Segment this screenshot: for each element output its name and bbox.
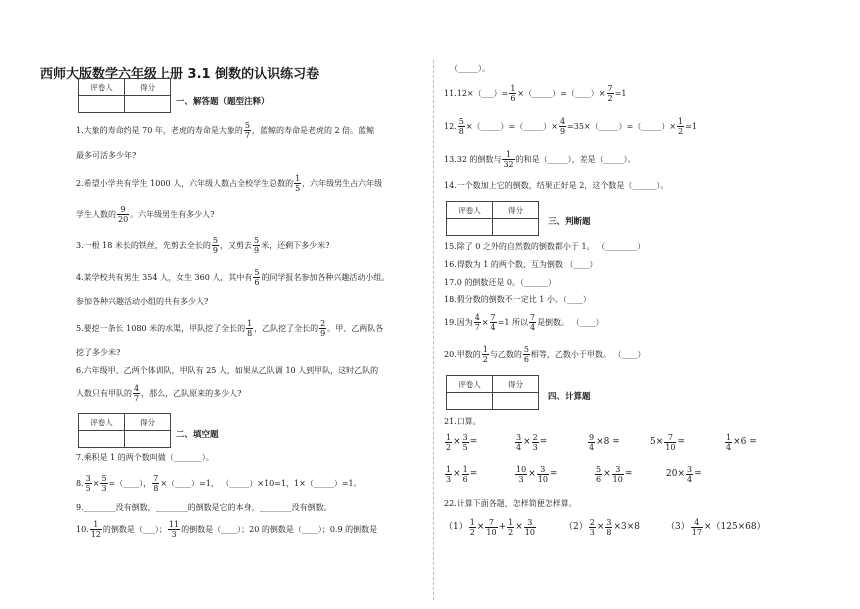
- score-label: 得分: [493, 376, 539, 393]
- numerator: 9: [117, 205, 129, 215]
- numerator: 11: [168, 520, 180, 529]
- numerator: 1: [678, 117, 684, 126]
- numerator: 5: [458, 117, 464, 126]
- calc-1-2: [514, 433, 547, 452]
- times-sign: ×: [92, 479, 100, 488]
- fraction: [537, 465, 549, 484]
- score-table-3: [446, 201, 539, 236]
- fraction: [559, 117, 566, 136]
- q10-text-a: 10.: [76, 525, 89, 534]
- fraction: [133, 384, 140, 403]
- q13-text-a: 13.32 的倒数与: [444, 155, 502, 164]
- denominator: 7: [474, 323, 480, 332]
- numerator: 3: [537, 465, 549, 475]
- fraction: [212, 236, 219, 255]
- q4-text-b: 的同学报名参加各种兴趣活动小组。: [261, 273, 390, 282]
- denominator: 8: [606, 528, 612, 537]
- numerator: 1: [482, 345, 488, 354]
- calc-22-1: [444, 518, 537, 537]
- fraction: [90, 520, 102, 539]
- numerator: 1: [502, 150, 514, 160]
- equals-sign: =: [694, 469, 702, 479]
- denominator: 17: [691, 528, 702, 537]
- numerator: 7: [607, 84, 613, 93]
- reviewer-cell[interactable]: [79, 96, 125, 113]
- fraction: [445, 433, 452, 452]
- q20-text-b: 与乙数的: [489, 350, 522, 359]
- numerator: 7: [153, 474, 159, 483]
- times-sign: ×: [453, 437, 461, 447]
- numerator: 1: [462, 465, 468, 474]
- numerator: 5: [212, 236, 218, 245]
- times-6: ×6 =: [733, 437, 757, 447]
- numerator: 7: [664, 433, 676, 443]
- question-1-line-1: [76, 121, 374, 140]
- numerator: 1: [295, 174, 301, 183]
- question-17: 17.0 的倒数还是 0。（______）: [444, 278, 556, 287]
- question-14: 14.一个数加上它的倒数，结果正好是 2，这个数是（______）。: [444, 181, 669, 190]
- question-9: 9.________没有倒数，________的倒数是它的本身，________没有倒数。: [76, 503, 332, 512]
- denominator: 4: [687, 475, 693, 484]
- denominator: 3: [532, 443, 538, 452]
- numerator: 2: [532, 433, 538, 442]
- q6-text-b: 人数只有甲队的: [76, 389, 132, 398]
- numerator: 1: [508, 518, 514, 527]
- numerator: 2: [320, 319, 326, 328]
- denominator: 3: [446, 475, 452, 484]
- denominator: 6: [510, 94, 516, 103]
- q8-text-c: ×（____）=1， （_____）×10=1，1×（_____）=1。: [160, 479, 362, 488]
- fraction: [253, 236, 260, 255]
- fraction: [725, 433, 732, 452]
- score-cell[interactable]: [125, 96, 171, 113]
- fraction: [502, 150, 514, 169]
- numerator: 10: [516, 465, 527, 474]
- denominator: 10: [612, 475, 623, 484]
- question-22: 22.计算下面各题，怎样简便怎样算。: [444, 499, 577, 508]
- q2-text-c: 学生人数的: [76, 210, 116, 219]
- numerator: 1: [726, 433, 732, 442]
- numerator: 5: [244, 121, 250, 130]
- q13-text-b: 的和是（_____），差是（_____）。: [515, 155, 636, 164]
- numerator: 1: [469, 518, 475, 527]
- section-heading-4: 四、计算题: [548, 392, 591, 402]
- calc-22-3: [666, 518, 766, 537]
- fraction: [595, 465, 602, 484]
- denominator: 4: [490, 323, 496, 332]
- numerator: 3: [606, 518, 612, 527]
- fraction: [474, 313, 481, 332]
- question-11: [444, 84, 626, 103]
- denominator: 20: [118, 215, 129, 224]
- score-cell[interactable]: [125, 431, 171, 448]
- numerator: 3: [85, 474, 91, 483]
- question-2-line-1: [76, 174, 382, 193]
- times-sign: ×: [476, 522, 485, 532]
- q4-text-a: 4.某学校共有男生 354 人，女生 360 人，其中有: [76, 273, 253, 282]
- calc-1-5: [724, 433, 757, 452]
- denominator: 2: [508, 528, 514, 537]
- denominator: 6: [462, 475, 468, 484]
- numerator: 1: [446, 465, 452, 474]
- equals-sign: =: [624, 469, 633, 479]
- fraction: [605, 518, 612, 537]
- q3-text-b: ，又剪去: [220, 241, 252, 250]
- question-7: 7.乘积是 1 的两个数叫做（_______）。: [76, 453, 214, 462]
- fraction: [612, 465, 624, 484]
- score-cell[interactable]: [493, 219, 539, 236]
- numerator: 4: [691, 518, 703, 528]
- question-20: [444, 345, 645, 364]
- calc-2-4: [666, 465, 702, 484]
- fraction: [458, 117, 465, 136]
- question-16: 16.得数为 1 的两个数，互为倒数 （____）: [444, 260, 598, 269]
- numerator: 4: [474, 313, 480, 322]
- fraction: [482, 345, 489, 364]
- denominator: 12: [90, 530, 101, 539]
- equals-sign: =: [469, 469, 478, 479]
- calc-2-2: [514, 465, 557, 484]
- q20-text-a: 20.甲数的: [444, 350, 481, 359]
- denominator: 4: [589, 443, 595, 452]
- denominator: 2: [446, 443, 452, 452]
- q5-text-c: 。甲、乙两队各: [327, 324, 384, 333]
- fraction: [524, 518, 536, 537]
- page-title: 西师大版数学六年级上册 3.1 倒数的认识练习卷: [40, 67, 320, 82]
- fraction: [515, 465, 527, 484]
- part-label: （2）: [564, 522, 588, 532]
- question-5-line-1: [76, 319, 383, 338]
- denominator: 7: [134, 394, 140, 403]
- denominator: 3: [171, 530, 177, 539]
- denominator: 10: [537, 475, 548, 484]
- fraction: [152, 474, 159, 493]
- q12-text-d: =1: [685, 122, 697, 131]
- denominator: 6: [596, 475, 602, 484]
- numerator: 4: [134, 384, 140, 393]
- calc-2-1: [444, 465, 477, 484]
- calc-22-2: [564, 518, 640, 537]
- fraction: [588, 433, 595, 452]
- question-12: [444, 117, 697, 136]
- times-sign: ×: [603, 469, 611, 479]
- fraction: [244, 121, 251, 140]
- q2-text-d: 。六年级男生有多少人?: [130, 210, 215, 219]
- numerator: 3: [516, 433, 522, 442]
- score-label: 得分: [125, 414, 171, 431]
- question-6-line-1: 6.六年级甲、乙两个体训队，甲队有 25 人，如果从乙队调 10 人到甲队，这时乙队的: [76, 366, 379, 375]
- question-13: [444, 150, 636, 169]
- question-3: [76, 236, 329, 255]
- twenty-times: 20×: [666, 469, 685, 479]
- fraction: [529, 313, 536, 332]
- times-3-times-8: ×3×8: [613, 522, 641, 532]
- section-heading-1: 一、解答题（题型注释）: [176, 97, 270, 107]
- numerator: 5: [523, 345, 529, 354]
- denominator: 5: [462, 443, 468, 452]
- fraction: [691, 518, 703, 537]
- section-heading-2: 二、填空题: [176, 430, 219, 440]
- reviewer-cell[interactable]: [79, 431, 125, 448]
- fraction: [485, 518, 497, 537]
- denominator: 4: [529, 323, 536, 332]
- fraction: [168, 520, 180, 539]
- q11-text-c: =1: [614, 89, 627, 98]
- denominator: 32: [503, 160, 514, 169]
- q20-text-c: 相等，乙数小于甲数。 （____）: [530, 350, 646, 359]
- question-21: 21.口算。: [444, 417, 481, 426]
- denominator: 9: [254, 246, 260, 255]
- numerator: 1: [247, 319, 253, 328]
- q2-text-b: ，六年级男生占六年级: [302, 179, 383, 188]
- part-label: （1）: [444, 522, 468, 532]
- q12-text-a: 12.: [444, 122, 457, 131]
- times-sign: ×: [528, 469, 536, 479]
- denominator: 2: [678, 127, 684, 136]
- score-table-1: [78, 78, 171, 113]
- numerator: 1: [510, 84, 516, 93]
- calc-1-3: [587, 433, 620, 452]
- question-4-line-2: 参加各种兴趣活动小组的共有多少人?: [76, 297, 209, 306]
- reviewer-label: 评卷人: [447, 202, 493, 219]
- question-15: 15.除了 0 之外的自然数的倒数都小于 1。 （________）: [444, 242, 646, 251]
- plus-sign: +: [498, 522, 507, 532]
- numerator: 5: [101, 474, 107, 483]
- denominator: 5: [85, 484, 91, 493]
- denominator: 10: [524, 528, 535, 537]
- q19-text-a: 19.因为: [444, 318, 473, 327]
- equals-sign: =: [677, 437, 686, 447]
- numerator: 3: [462, 433, 468, 442]
- denominator: 2: [469, 528, 475, 537]
- numerator: 2: [589, 518, 595, 527]
- fraction: [462, 433, 469, 452]
- fraction: [85, 474, 92, 493]
- fraction: [319, 319, 326, 338]
- reviewer-label: 评卷人: [79, 79, 125, 96]
- fraction: [686, 465, 693, 484]
- question-18: 18.假分数的倒数不一定比 1 小。（____）: [444, 295, 591, 304]
- fraction: [509, 84, 516, 103]
- fraction: [515, 433, 522, 452]
- fraction: [490, 313, 497, 332]
- times-sign: ×: [515, 522, 523, 532]
- left-column: [72, 0, 424, 609]
- fraction: [589, 518, 596, 537]
- question-4-line-1: [76, 268, 389, 287]
- numerator: 5: [596, 465, 602, 474]
- fraction: [100, 474, 107, 493]
- fraction: [677, 117, 684, 136]
- denominator: 10: [486, 528, 497, 537]
- denominator: 10: [665, 443, 676, 452]
- numerator: 3: [612, 465, 624, 475]
- numerator: 1: [90, 520, 102, 530]
- question-6-line-2: [76, 384, 241, 403]
- denominator: 4: [516, 443, 522, 452]
- question-10: [76, 520, 377, 539]
- section-heading-3: 三、判断题: [548, 217, 591, 227]
- numerator: 4: [559, 117, 566, 126]
- question-8: [76, 474, 362, 493]
- q11-text-a: 11.12×（___）=: [444, 89, 509, 98]
- q5-text-b: ，乙队挖了全长的: [254, 324, 319, 333]
- q10-text-b: 的倒数是（___）；: [102, 525, 167, 534]
- calc-2-3: [594, 465, 632, 484]
- numerator: 7: [529, 313, 536, 322]
- denominator: 3: [589, 528, 595, 537]
- times-parenthesis: ×（125×68）: [703, 522, 766, 532]
- numerator: 3: [687, 465, 693, 474]
- numerator: 5: [254, 268, 260, 277]
- q19-text-c: 是倒数。 （____）: [537, 318, 604, 327]
- fraction: [117, 205, 129, 224]
- denominator: 5: [295, 184, 301, 193]
- denominator: 3: [101, 484, 107, 493]
- question-2-line-2: [76, 205, 214, 224]
- reviewer-label: 评卷人: [79, 414, 125, 431]
- denominator: 6: [523, 355, 529, 364]
- q12-text-c: =35×（_____）=（_____）×: [567, 122, 677, 131]
- equals-sign: =: [539, 437, 548, 447]
- right-column: [444, 0, 794, 609]
- q3-text-a: 3.一根 18 米长的铁丝，先剪去全长的: [76, 241, 211, 250]
- denominator: 2: [482, 355, 488, 364]
- fraction: [469, 518, 476, 537]
- reviewer-cell[interactable]: [447, 393, 493, 410]
- times-8: ×8 =: [596, 437, 620, 447]
- score-label: 得分: [125, 79, 171, 96]
- score-table-4: [446, 375, 539, 410]
- denominator: 9: [320, 329, 326, 338]
- denominator: 6: [254, 278, 260, 287]
- fraction: [664, 433, 676, 452]
- q1-text-a: 1.大象的寿命约是 70 年，老虎的寿命是大象的: [76, 126, 243, 135]
- times-sign: ×: [523, 437, 531, 447]
- denominator: 7: [244, 131, 250, 140]
- numerator: 5: [254, 236, 260, 245]
- q10-text-c: 的倒数是（____）；20 的倒数是（____）；0.9 的倒数是: [181, 525, 378, 534]
- denominator: 8: [247, 329, 253, 338]
- calc-1-4: [650, 433, 685, 452]
- numerator: 7: [490, 313, 496, 322]
- fraction: [523, 345, 530, 364]
- fraction: [445, 465, 452, 484]
- fraction: [253, 268, 260, 287]
- numerator: 7: [485, 518, 497, 528]
- denominator: 3: [518, 475, 524, 484]
- q5-text-a: 5.要挖一条长 1080 米的水渠，甲队挖了全长的: [76, 324, 246, 333]
- fraction: [607, 84, 614, 103]
- equals-sign: =: [549, 469, 558, 479]
- denominator: 9: [212, 246, 218, 255]
- question-1-line-2: 最多可活多少年?: [76, 151, 137, 160]
- column-divider: [433, 60, 434, 600]
- times-sign: ×: [453, 469, 461, 479]
- times-sign: ×: [481, 318, 489, 327]
- denominator: 2: [607, 94, 613, 103]
- q3-text-c: 米，还剩下多少米?: [261, 241, 330, 250]
- q6-text-c: ，那么，乙队原来的多少人?: [141, 389, 242, 398]
- score-cell[interactable]: [493, 393, 539, 410]
- q8-text-b: =（____），: [108, 479, 152, 488]
- numerator: 1: [446, 433, 452, 442]
- numerator: 3: [524, 518, 536, 528]
- fraction: [294, 174, 301, 193]
- question-5-line-2: 挖了多少米?: [76, 348, 121, 357]
- fraction: [532, 433, 539, 452]
- times-sign: ×: [596, 522, 605, 532]
- denominator: 8: [458, 127, 464, 136]
- calc-1-1: [444, 433, 477, 452]
- denominator: 8: [153, 484, 159, 493]
- q11-text-b: ×（_____）=（____）×: [517, 89, 606, 98]
- q1-text-b: ，蓝鲸的寿命是老虎的 2 倍。蓝鲸: [252, 126, 375, 135]
- question-19: 19.因为 $\frac{4}{7}$ × $\frac{7}{4}$ =1 所以 $\frac{7}{4}$ 是倒数。 （____）: [444, 313, 604, 332]
- q8-text-a: 8.: [76, 479, 84, 488]
- reviewer-cell[interactable]: [447, 219, 493, 236]
- equals-sign: =: [469, 437, 478, 447]
- score-table-2: [78, 413, 171, 448]
- denominator: 9: [559, 127, 566, 136]
- q19-text-b: 所以: [511, 318, 528, 327]
- denominator: 4: [726, 443, 732, 452]
- question-10-continued: （_____）。: [450, 64, 490, 73]
- fraction: [462, 465, 469, 484]
- reviewer-label: 评卷人: [447, 376, 493, 393]
- q2-text-a: 2.希望小学共有学生 1000 人，六年级人数占全校学生总数的: [76, 179, 294, 188]
- numerator: 9: [589, 433, 595, 442]
- five-times: 5×: [650, 437, 664, 447]
- score-label: 得分: [493, 202, 539, 219]
- fraction: [507, 518, 514, 537]
- part-label: （3）: [666, 522, 690, 532]
- q12-text-b: ×（_____）=（_____）×: [465, 122, 558, 131]
- fraction: [246, 319, 253, 338]
